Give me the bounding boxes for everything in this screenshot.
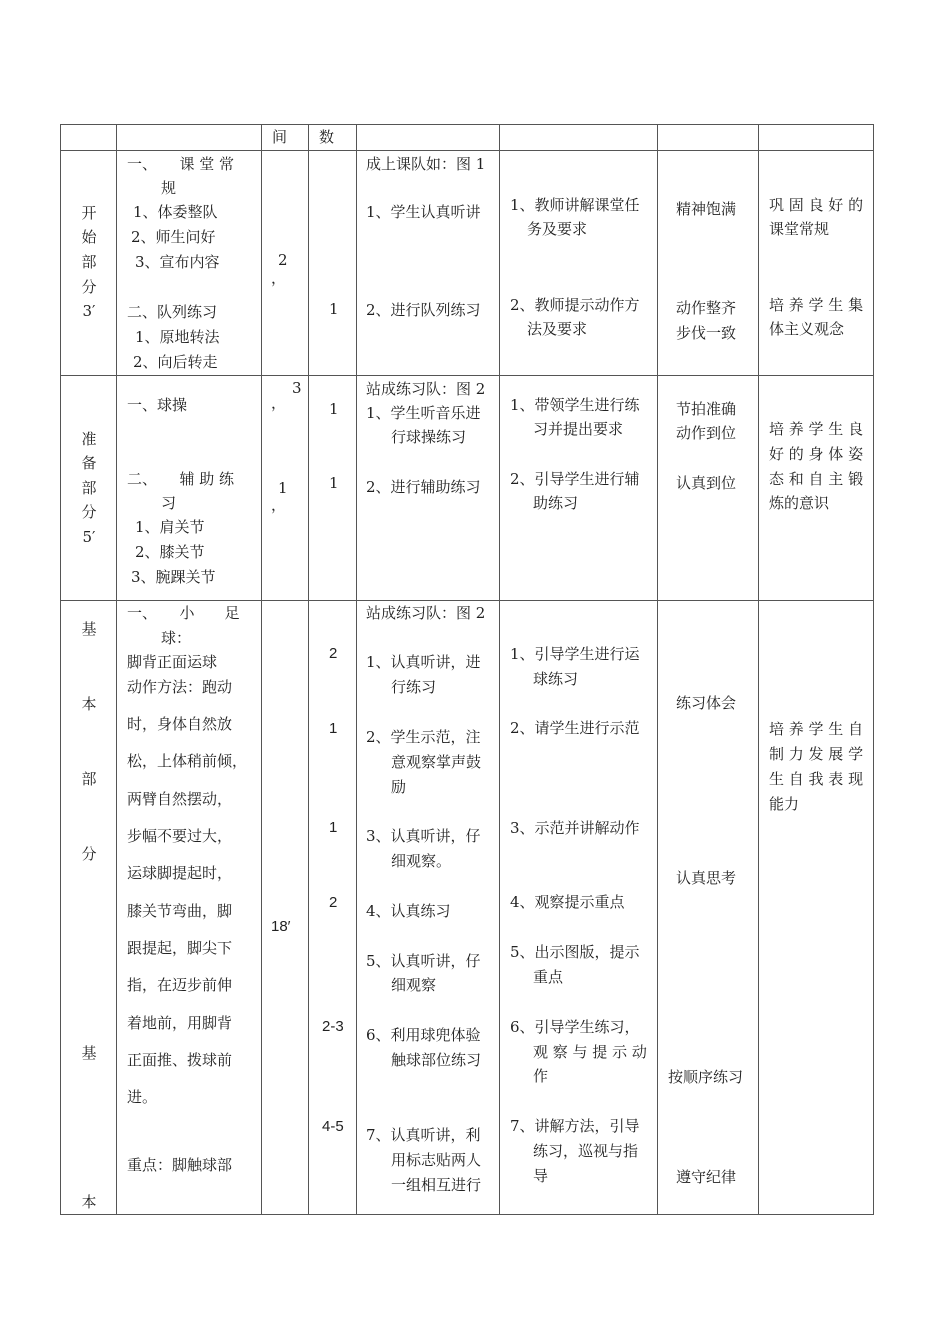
column-divider — [356, 124, 357, 1215]
basic-time: 18′ — [271, 918, 291, 935]
row-divider — [60, 150, 874, 151]
table-border-top — [60, 124, 874, 125]
column-divider — [657, 124, 658, 1215]
header-cell-count: 数 — [319, 128, 335, 146]
column-divider — [758, 124, 759, 1215]
column-divider — [261, 124, 262, 1215]
header-cell-time: 间 — [272, 128, 288, 146]
table-border-right — [873, 124, 874, 1215]
row-divider — [60, 375, 874, 376]
start-count: 1 — [329, 300, 339, 318]
column-divider — [116, 124, 117, 1215]
column-divider — [308, 124, 309, 1215]
lesson-plan-table: 间 数 开 始 部 分 3′ 一、 课 堂 常 规 1、体委整队 2、师生问好 3、宣布内容 二、队列练习 1、原地转法 2、向后转走 2 ， 1 成上课队如：图 1 1、学生认真听讲 2、进行队列练习 1、教师讲解课堂任 务及要求 2、教师提示动作方 法及要求 精神饱满 动作整齐 步伐一致 巩 固 良 好 的 课堂常规 培 养 学 生 集 体主义观念 准 备 部 分 5′ 一、球操 二、 辅 助 练 习 1、肩关节 2、膝关节 3、腕踝关节 3 ， 1 ， 1 1 站成练习队：图 2 1、学生听音乐进 行球操练习 2、进行辅助练习 1、带领学生进行练 习并提出要求 2、引导学生进行辅 助练习 节拍准确 动作到位 认真到位 培 养 学 生 良 好 的 身 体 姿 态 和 自 主 锻 炼的意识 基 本 部 分 基 本 一、 小 足 球： 脚背正面运球 动作方法：跑动 时，身体自然放 松，上体稍前倾， 两臂自然摆动， 步幅不要过大， 运球脚提起时， 膝关节弯曲，脚 跟提起，脚尖下 指，在迈步前伸 着地前，用脚背 正面推、拨球前 进。 重点：脚触球部 18′ 2 1 1 2 2-3 4-5 站成练习队：图 2 1、认真听讲，进 行练习 2、学生示范，注 意观察掌声鼓 励 3、认真听讲，仔 细观察。 4、认真练习 5、认真听讲，仔 细观察 6、利用球兜体验 触球部位练习 7、认真听讲，利 用标志贴两人 一组相互进行 1、引导学生进行运 球练习 2、请学生进行示范 3、示范并讲解动作 4、观察提示重点 5、出示图版，提示 重点 6、引导学生练习， 观 察 与 提 示 动 作 7、讲解方法，引导 练习，巡视与指 导 练习体会 认真思考 按顺序练习 遵守纪律 培 养 学 生 自 制 力 发 展 学 生 自 我 表 现 能力 — [0, 0, 950, 1344]
table-border-left — [60, 124, 61, 1215]
table-border-bottom — [60, 1214, 874, 1215]
column-divider — [499, 124, 500, 1215]
